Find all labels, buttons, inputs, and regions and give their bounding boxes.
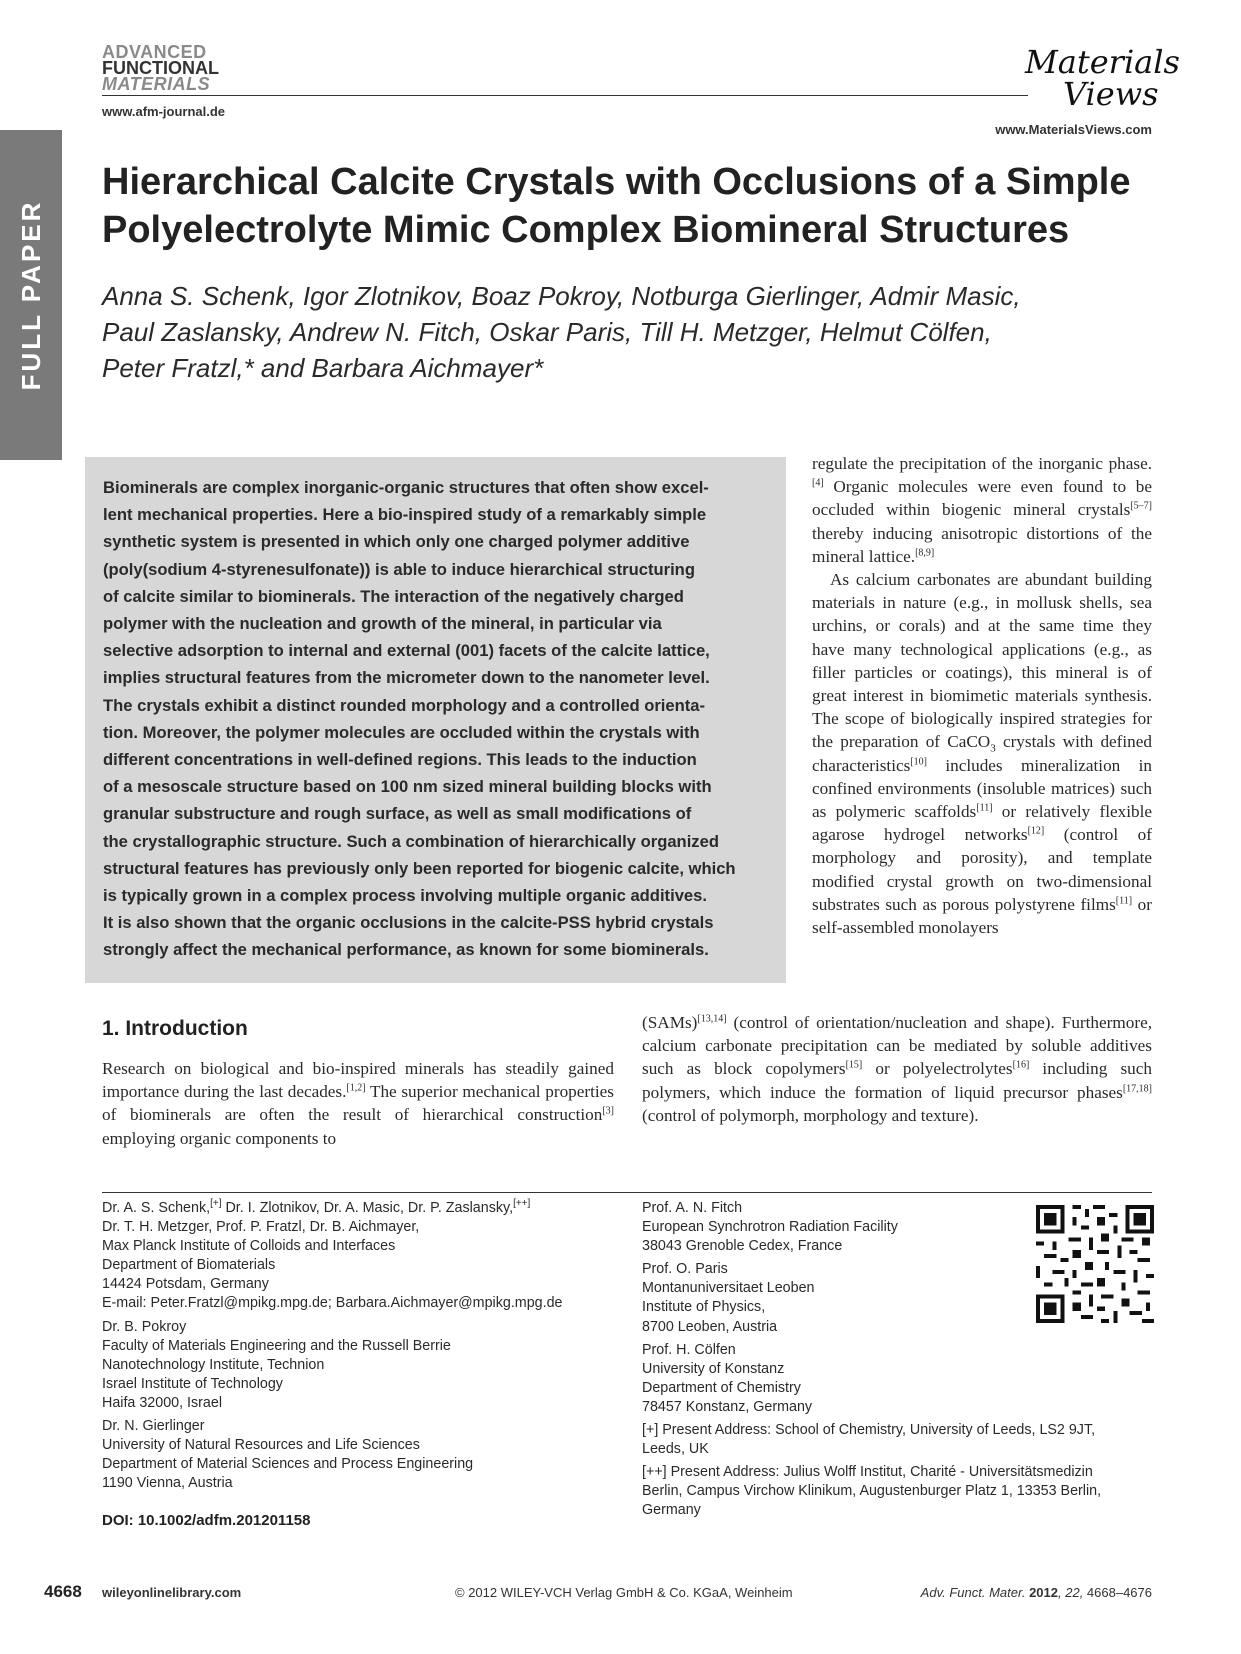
abstract-box — [85, 457, 786, 983]
author-line-3: Peter Fratzl,* and Barbara Aichmayer* — [102, 353, 544, 383]
text-run: thereby inducing anisotropic distortions of the mineral lattice. — [812, 523, 1152, 566]
full-paper-tab — [0, 130, 62, 460]
citation-ref[interactable]: [10] — [910, 755, 927, 767]
affiliation-block — [642, 1341, 1142, 1417]
author-line-1: Anna S. Schenk, Igor Zlotnikov, Boaz Pokroy, Notburga Gierlinger, Admir Masic, — [102, 281, 1021, 311]
affiliation-line: Dr. T. H. Metzger, Prof. P. Fratzl, Dr. B. Aichmayer, — [102, 1219, 420, 1236]
text-run: regulate the precipitation of the inorganic phase. — [812, 454, 1152, 473]
section-heading-introduction: 1. Introduction — [102, 1017, 248, 1040]
citation-ref[interactable]: [15] — [845, 1059, 863, 1071]
citation-ref[interactable]: [13,14] — [697, 1013, 727, 1025]
citation-journal: Adv. Funct. Mater. — [920, 1585, 1026, 1600]
citation-year: 2012 — [1029, 1585, 1058, 1600]
abstract-line: strongly affect the mechanical performance, as known for some biominerals. — [103, 940, 709, 960]
citation-ref[interactable]: [17,18] — [1122, 1082, 1152, 1094]
affiliation-line: Department of Biomaterials — [102, 1257, 276, 1274]
abstract-line: granular substructure and rough surface, as well as small modifications of — [103, 804, 692, 824]
text-run: Dr. A. S. Schenk, — [102, 1200, 211, 1216]
doi[interactable]: DOI: 10.1002/adfm.201201158 — [102, 1512, 311, 1529]
abstract-line: (poly(sodium 4-styrenesulfonate)) is able to induce hierarchical structuring — [103, 559, 695, 579]
affiliation-line: 78457 Konstanz, Germany — [642, 1398, 813, 1415]
affiliation-line: 8700 Leoben, Austria — [642, 1318, 778, 1335]
abstract-line: the crystallographic structure. Such a combination of hierarchically organized — [103, 831, 719, 851]
abstract-line: It is also shown that the organic occlusions in the calcite-PSS hybrid crystals — [103, 913, 714, 933]
journal-url[interactable]: www.afm-journal.de — [102, 104, 226, 119]
affiliation-line: Department of Chemistry — [642, 1379, 801, 1396]
footer-copyright: © 2012 WILEY-VCH Verlag GmbH & Co. KGaA, Weinheim — [455, 1585, 793, 1600]
affiliation-line: Montanuniversitaet Leoben — [642, 1280, 815, 1297]
affiliation-line: 1190 Vienna, Austria — [102, 1475, 233, 1492]
text-run: crystals with defined characteristics — [812, 732, 1152, 775]
abstract-line: of calcite similar to biominerals. The interaction of the negatively charged — [103, 586, 684, 606]
footer-site-link[interactable]: wileyonlinelibrary.com — [102, 1585, 242, 1600]
text-run: Research on biological and bio-inspired minerals has steadily gained importance during the last decades. — [102, 1059, 614, 1102]
materials-views-logo — [1025, 43, 1180, 113]
footnote-mark: [++] — [513, 1198, 531, 1210]
right-column-text — [812, 452, 1152, 939]
affiliation-line: European Synchrotron Radiation Facility — [642, 1219, 898, 1236]
affiliations-rule — [102, 1192, 1152, 1193]
affiliation-block — [102, 1318, 622, 1413]
citation-volume: 22 — [1065, 1585, 1080, 1600]
right-column-continued — [642, 1011, 1152, 1127]
affiliation-line: [++] Present Address: Julius Wolff Institut, Charité - Universitätsmedizin — [642, 1464, 1093, 1481]
affiliation-line: University of Konstanz — [642, 1360, 785, 1377]
footnote-mark: [+] — [210, 1198, 222, 1210]
affiliation-line: Faculty of Materials Engineering and the Russell Berrie — [102, 1337, 451, 1354]
citation-ref[interactable]: [5–7] — [1130, 500, 1152, 512]
abstract-line: is typically grown in a complex process involving multiple organic additives. — [103, 886, 707, 906]
abstract-line: polymer with the nucleation and growth of the mineral, in particular via — [103, 614, 662, 634]
affiliation-line: Dr. B. Pokroy — [102, 1318, 187, 1335]
affiliation-line: Max Planck Institute of Colloids and Interfaces — [102, 1238, 396, 1255]
body-paragraph — [812, 452, 1152, 568]
affiliation-line: Department of Material Sciences and Process Engineering — [102, 1456, 474, 1473]
body-paragraph — [812, 568, 1152, 939]
author-line-2: Paul Zaslansky, Andrew N. Fitch, Oskar Paris, Till H. Metzger, Helmut Cölfen, — [102, 317, 992, 347]
affiliation-line: Prof. O. Paris — [642, 1261, 728, 1278]
qr-code-icon[interactable] — [1036, 1205, 1154, 1323]
journal-logo-line-2: FUNCTIONAL — [102, 58, 219, 78]
affiliation-line: Dr. N. Gierlinger — [102, 1418, 205, 1435]
affiliation-line: Nanotechnology Institute, Technion — [102, 1356, 325, 1373]
text-run: Organic molecules were even found to be occluded within biogenic mineral crystals — [812, 477, 1152, 520]
author-list — [102, 278, 1162, 386]
body-paragraph — [102, 1057, 614, 1150]
abstract-line: structural features has previously only been reported for biogenic calcite, which — [103, 858, 736, 878]
text-run: (control of orientation/nucleation and shape). Furthermore, calcium carbonate precipitation can be mediated by soluble additives such as block copolymers — [642, 1013, 1152, 1079]
text-run: or polyelectrolytes — [862, 1059, 1013, 1079]
paper-title — [102, 158, 1182, 254]
affiliation-line: Israel Institute of Technology — [102, 1375, 283, 1392]
abstract-text — [103, 474, 771, 964]
abstract-line: The crystals exhibit a distinct rounded morphology and a controlled orienta- — [103, 695, 706, 715]
text-run: (control of morphology and porosity), and template modified crystal growth on two-dimensional substrates such as porous polystyrene films — [812, 825, 1152, 914]
abstract-line: implies structural features from the micrometer down to the nanometer level. — [103, 668, 710, 688]
present-address-note — [642, 1463, 1142, 1520]
affiliation-line: Leeds, UK — [642, 1441, 709, 1458]
text-run: including such polymers, which induce the formation of liquid precursor phases — [642, 1059, 1152, 1102]
affiliation-line: [+] Present Address: School of Chemistry, University of Leeds, LS2 9JT, — [642, 1422, 1096, 1439]
text-run: Dr. I. Zlotnikov, Dr. A. Masic, Dr. P. Zaslansky, — [221, 1200, 514, 1216]
citation-ref[interactable]: [3] — [602, 1105, 614, 1117]
abstract-line: selective adsorption to internal and external (001) facets of the calcite lattice, — [103, 641, 710, 661]
citation-ref[interactable]: [1,2] — [346, 1082, 366, 1094]
affiliation-line: Haifa 32000, Israel — [102, 1394, 223, 1411]
affiliation-line: Berlin, Campus Virchow Klinikum, Augustenburger Platz 1, 13353 Berlin, — [642, 1483, 1102, 1500]
journal-logo-line-1: ADVANCED — [102, 42, 207, 62]
citation-ref[interactable]: [11] — [976, 802, 993, 814]
text-run: The superior mechanical properties of biominerals are often the result of hierarchical construction — [102, 1082, 614, 1125]
abstract-line: synthetic system is presented in which only one charged polymer additive — [103, 532, 690, 552]
abstract-line: tion. Moreover, the polymer molecules are occluded within the crystals with — [103, 722, 700, 742]
affiliation-line: Germany — [642, 1502, 701, 1519]
abstract-line: lent mechanical properties. Here a bio-inspired study of a remarkably simple — [103, 505, 707, 525]
subscript: 3 — [990, 742, 996, 755]
body-paragraph — [642, 1011, 1152, 1127]
affiliation-line: 14424 Potsdam, Germany — [102, 1276, 269, 1293]
brand-logo-line-1: Materials — [1025, 43, 1180, 81]
text-run: employing organic components to — [102, 1128, 337, 1148]
journal-logo — [102, 44, 232, 92]
footer-citation: Adv. Funct. Mater. 2012, 22, 4668–4676 — [920, 1585, 1152, 1600]
header-rule — [102, 95, 1028, 96]
affiliation-line: Institute of Physics, — [642, 1299, 766, 1316]
affiliations-left — [102, 1199, 622, 1497]
affiliation-line — [102, 1199, 622, 1218]
brand-url[interactable]: www.MaterialsViews.com — [995, 122, 1152, 137]
brand-logo-line-2: Views — [1063, 75, 1159, 113]
text-run: includes mineralization in confined environments (insoluble matrices) such as polymeric scaffolds — [812, 755, 1152, 822]
affiliation-line: Prof. A. N. Fitch — [642, 1200, 743, 1216]
page-number: 4668 — [44, 1582, 82, 1601]
citation-ref[interactable]: [11] — [1115, 895, 1133, 907]
affiliation-block — [102, 1199, 622, 1314]
title-line-2: Polyelectrolyte Mimic Complex Biomineral Structures — [102, 209, 1070, 251]
citation-ref[interactable]: [16] — [1012, 1059, 1030, 1071]
citation-ref[interactable]: [4] — [812, 477, 824, 489]
affiliation-line: Prof. H. Cölfen — [642, 1341, 736, 1358]
email-line[interactable]: E-mail: Peter.Fratzl@mpikg.mpg.de; Barbara.Aichmayer@mpikg.mpg.de — [102, 1295, 563, 1312]
introduction-text — [102, 1057, 614, 1150]
present-address-note — [642, 1421, 1142, 1459]
title-line-1: Hierarchical Calcite Crystals with Occlusions of a Simple — [102, 161, 1131, 203]
abstract-line: of a mesoscale structure based on 100 nm sized mineral building blocks with — [103, 777, 712, 797]
abstract-line: Biominerals are complex inorganic-organic structures that often show excel- — [103, 478, 709, 497]
affiliation-line: University of Natural Resources and Life Sciences — [102, 1437, 420, 1454]
journal-logo-line-3: MATERIALS — [102, 74, 211, 94]
citation-ref[interactable]: [12] — [1027, 825, 1045, 837]
citation-pages: 4668–4676 — [1086, 1585, 1152, 1600]
text-run: or relatively flexible agarose hydrogel networks — [812, 802, 1152, 845]
full-paper-label: FULL PAPER — [16, 199, 46, 391]
text-run: As calcium carbonates are abundant building materials in nature (e.g., in mollusk shells, sea urchins, or corals) and at the same time they have many technological applications (e.g., as filler particles or coatings), this mineral is of great interest in biomimetic materials synthesis. The scope of biologically inspired strategies for the preparation of CaCO — [812, 570, 1152, 752]
citation-ref[interactable]: [8,9] — [915, 547, 935, 559]
text-run: (control of polymorph, morphology and texture). — [642, 1105, 979, 1125]
text-run: (SAMs) — [642, 1013, 698, 1032]
affiliation-block — [102, 1417, 622, 1493]
abstract-line: different concentrations in well-defined regions. This leads to the induction — [103, 750, 697, 770]
text-run: or self-assembled monolayers — [812, 894, 1152, 938]
affiliation-line: 38043 Grenoble Cedex, France — [642, 1238, 843, 1255]
